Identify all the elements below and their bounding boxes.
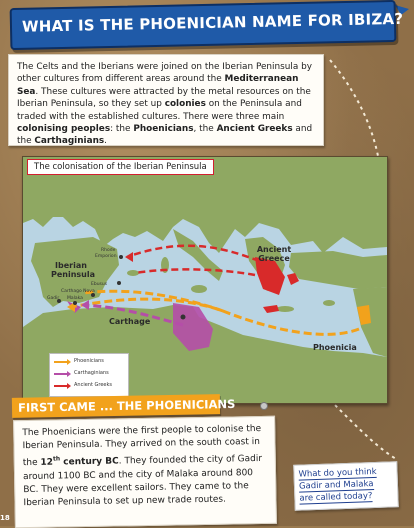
story-text: The Phoenicians were the first people to colonise the Iberian Peninsula. They arrived on the south coast in the: [22, 423, 262, 469]
label-ebusus: Ebusus: [91, 282, 108, 287]
intro-text: : the: [110, 124, 134, 135]
section-heading: FIRST CAME ... THE PHOENICIANS: [17, 396, 236, 415]
label-gadir: Gadir: [47, 296, 60, 301]
intro-keyword: colonising peoples: [17, 124, 111, 135]
question-line: What do you think: [298, 466, 377, 480]
intro-text: on the Peninsula and traded with the established cultures. There were three main: [17, 99, 302, 122]
intro-text: . These cultures were attracted by the metal resources on the Iberian Peninsula, so they set up: [17, 86, 311, 110]
label-rhode: Rhode: [101, 248, 116, 253]
legend-item-ancient-greeks: Ancient Greeks: [50, 381, 128, 390]
intro-text: and the: [17, 124, 313, 147]
label-emporion: Emporion: [95, 254, 117, 259]
phoenicians-text-card: [13, 416, 277, 528]
map-title: The colonisation of the Iberian Peninsula: [27, 159, 214, 175]
story-superscript: th: [52, 455, 61, 464]
legend-item-carthaginians: Carthaginians: [50, 369, 128, 378]
label-ancient-greece: Ancient Greece: [256, 245, 292, 263]
pin-icon: [260, 402, 268, 410]
label-carthago-nova: Carthago Nova: [61, 289, 95, 294]
label-malaka: Malaka: [67, 296, 83, 301]
page-title-banner: [10, 0, 404, 50]
question-line: Gadir and Malaka: [298, 479, 374, 492]
intro-keyword: Phoenicians: [133, 124, 194, 135]
intro-text: , the: [193, 124, 217, 135]
question-card: [293, 461, 399, 511]
label-phoenicia: Phoenicia: [313, 343, 357, 352]
intro-text-card: [8, 54, 324, 146]
intro-text: The Celts and the Iberians were joined on the Iberian Peninsula by other cultures from different areas around the: [17, 62, 313, 85]
question-line: are called today?: [299, 491, 373, 504]
label-iberian-peninsula: Iberian Peninsula: [51, 261, 96, 279]
legend-item-phoenicians: Phoenicians: [50, 357, 128, 366]
intro-keyword: colonies: [164, 99, 206, 110]
intro-keyword: Carthaginians: [34, 136, 105, 147]
intro-keyword: Ancient Greeks: [216, 124, 293, 135]
page-title: WHAT IS THE PHOENICIAN NAME FOR IBIZA?: [21, 9, 404, 36]
colonisation-map: [22, 156, 388, 404]
map-legend: [49, 353, 129, 397]
story-keyword: century BC: [60, 456, 119, 468]
intro-text: .: [104, 136, 107, 147]
story-text: . They founded the city of Gadir around 1100 BC and the city of Malaka around 800 BC. They were excellent sailors. They came to the Iberian Peninsula to set up new trade routes.: [22, 454, 263, 509]
section-heading-banner: [12, 394, 236, 418]
intro-keyword: Mediterranean Sea: [17, 74, 299, 97]
story-keyword: 12: [40, 458, 54, 469]
label-carthage: Carthage: [109, 317, 151, 326]
page-number: 18: [0, 514, 10, 522]
